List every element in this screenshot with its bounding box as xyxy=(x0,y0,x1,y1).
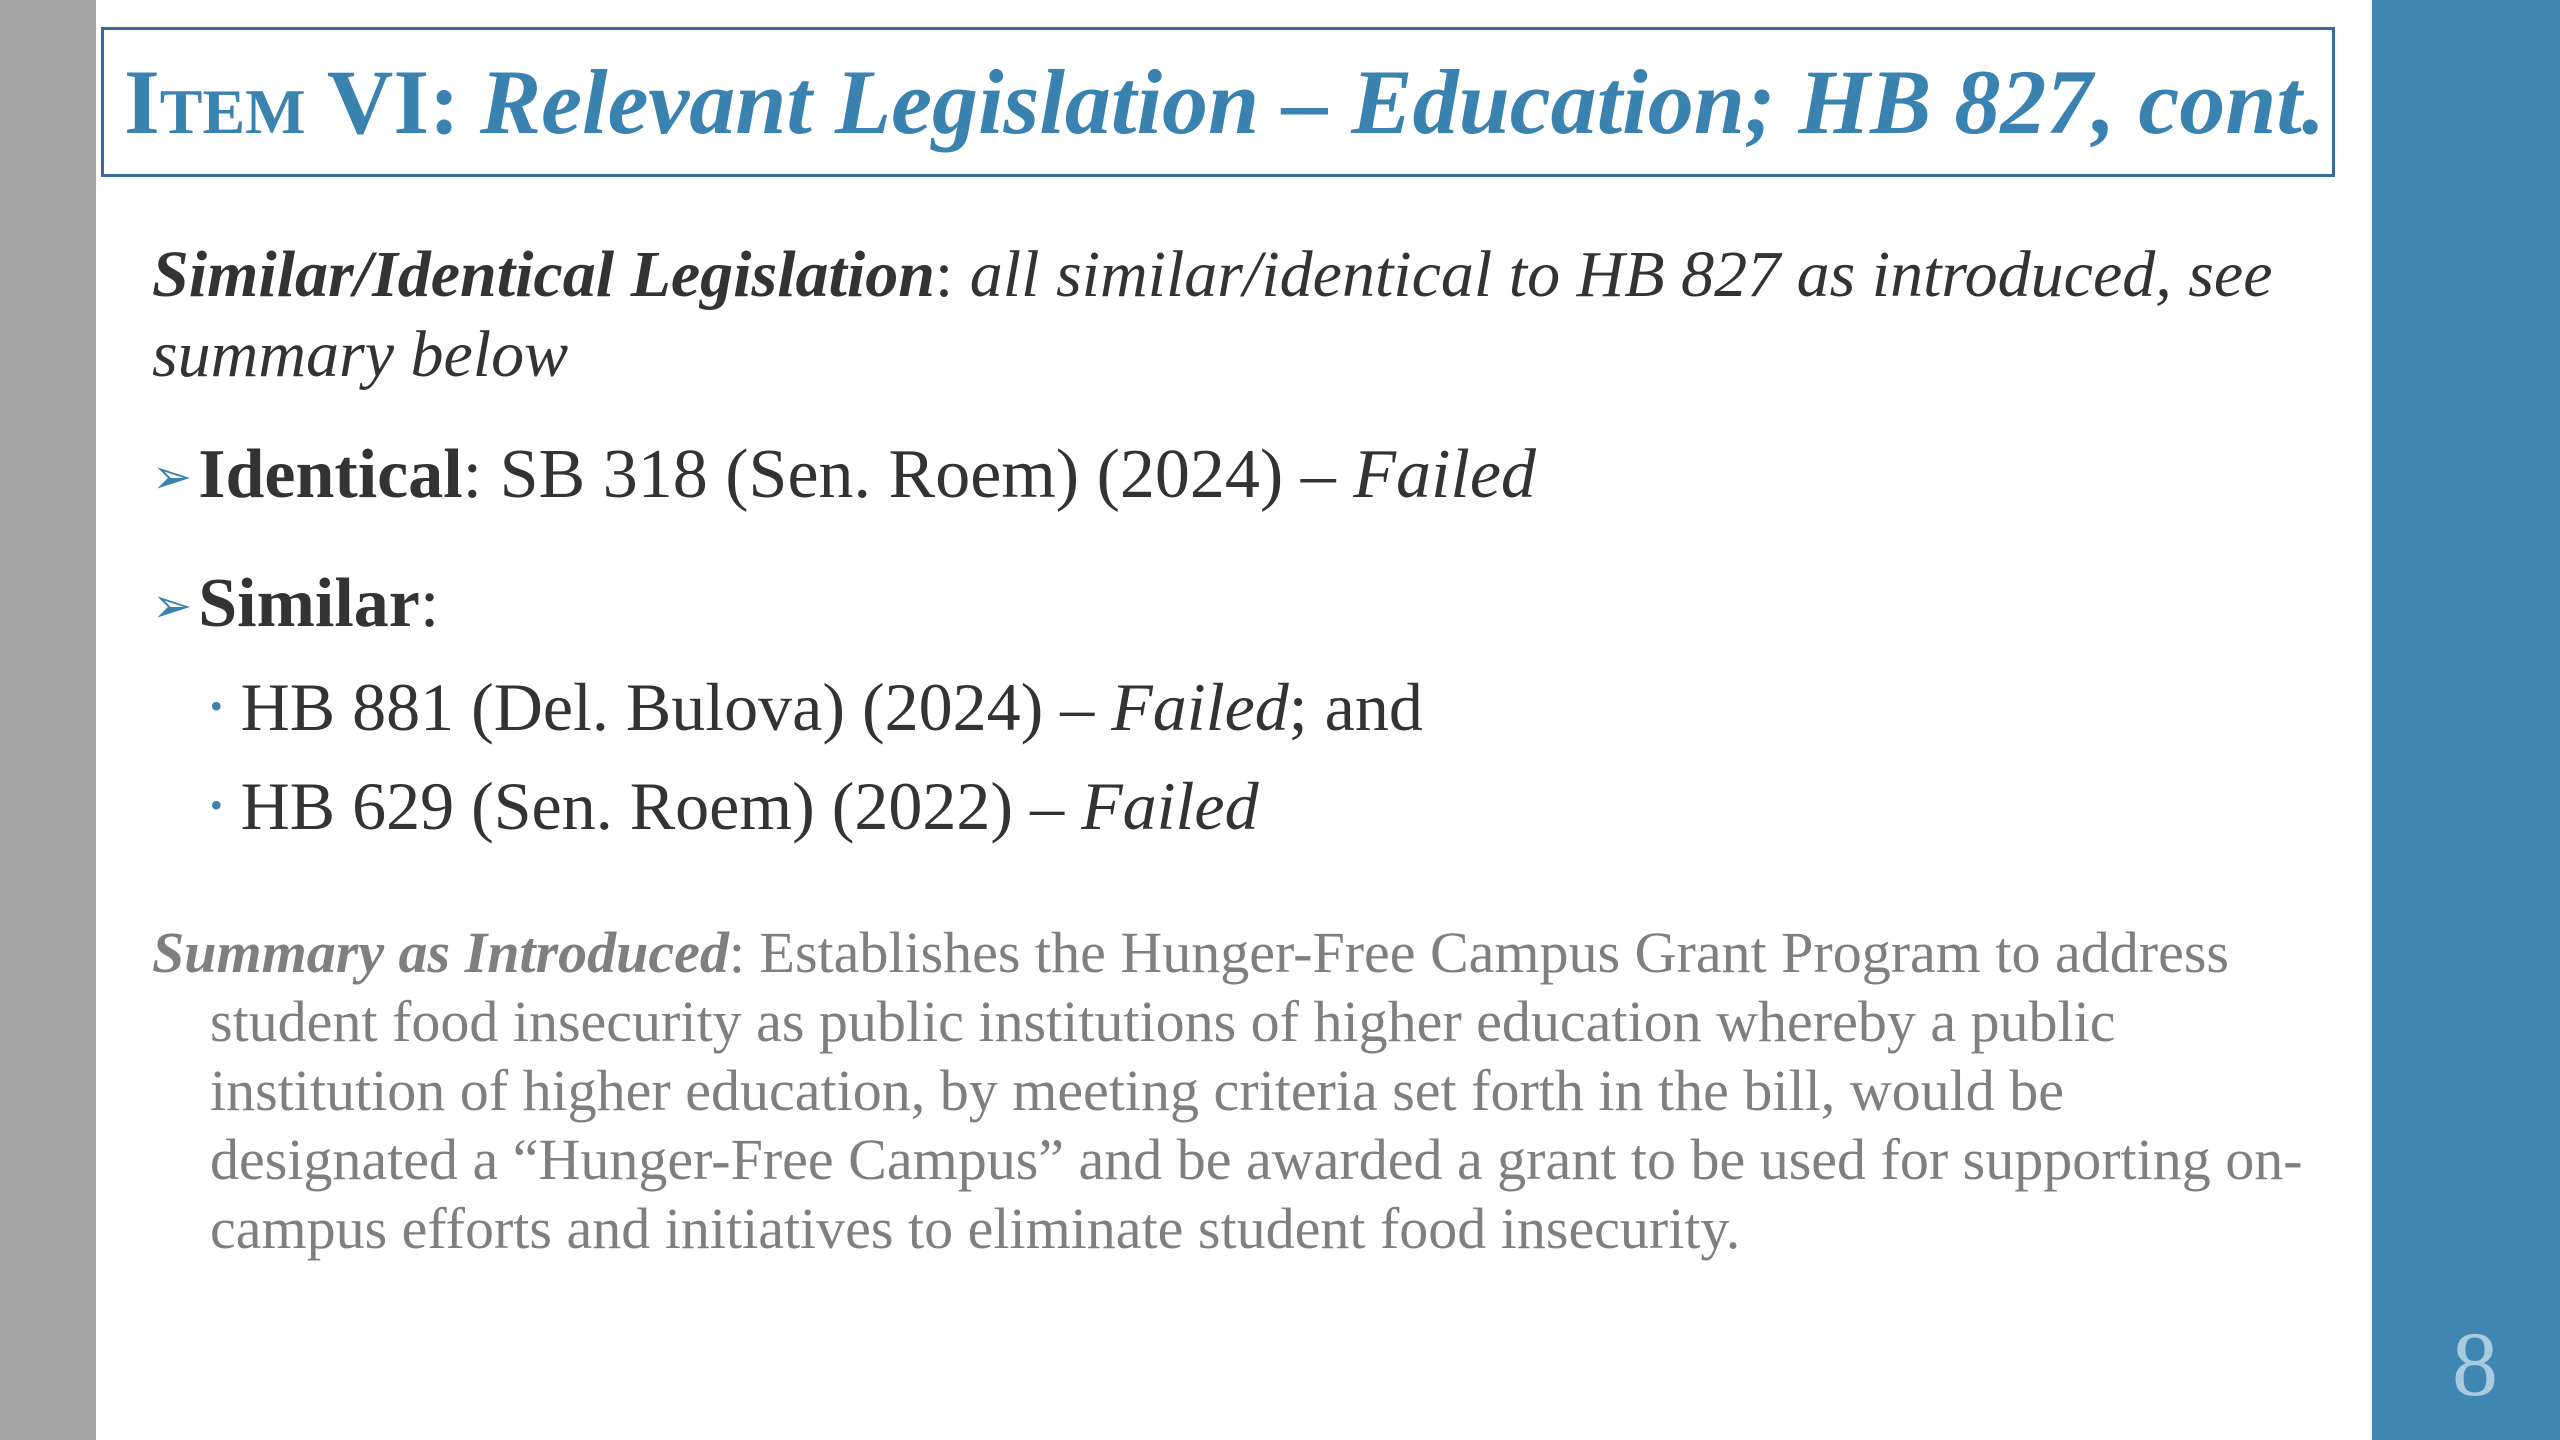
right-decor-bar xyxy=(2372,0,2560,1440)
similar-label: Similar xyxy=(198,565,420,642)
similar-item-status: Failed xyxy=(1081,768,1259,844)
similar-item-text: HB 629 (Sen. Roem) (2022) – xyxy=(240,768,1082,844)
title-item-label: Item VI: xyxy=(124,51,460,153)
identical-sep: : xyxy=(462,436,500,513)
summary-label: Summary as Introduced xyxy=(152,920,729,985)
list-item xyxy=(210,762,2312,861)
slide-content xyxy=(152,235,2312,861)
dot-bullet-icon: • xyxy=(210,686,223,726)
arrow-bullet-icon: ➢ xyxy=(152,580,193,633)
identical-status: Failed xyxy=(1353,436,1536,513)
identical-text: SB 318 (Sen. Roem) (2024) – xyxy=(499,436,1354,513)
summary-sep: : xyxy=(728,920,760,985)
title-main-text: Relevant Legislation – Education; HB 827, cont. xyxy=(479,51,2325,153)
arrow-bullet-icon: ➢ xyxy=(152,451,193,504)
similar-sub-list xyxy=(152,663,2312,861)
similar-sep: : xyxy=(419,565,440,642)
slide-title xyxy=(101,27,2335,177)
similar-item-status: Failed xyxy=(1111,669,1289,745)
intro-paragraph xyxy=(152,235,2312,395)
similar-item-text: HB 881 (Del. Bulova) (2024) – xyxy=(240,669,1112,745)
slide-number: 8 xyxy=(2452,1313,2498,1415)
identical-item xyxy=(152,433,2312,524)
left-decor-bar xyxy=(0,0,96,1440)
intro-lead: Similar/Identical Legislation xyxy=(152,238,935,311)
intro-rest: all similar/identical to HB 827 as introduced, see summary below xyxy=(152,238,2273,391)
dot-bullet-icon: • xyxy=(210,785,223,825)
similar-item-suffix: ; and xyxy=(1288,669,1423,745)
list-item xyxy=(210,663,2312,762)
summary-paragraph xyxy=(152,918,2312,1263)
identical-label: Identical xyxy=(198,436,463,513)
summary-text: Establishes the Hunger-Free Campus Grant Program to address student food insecurity as public institutions of higher education whereby a public institution of higher education, by meeting criteria set forth in the bill, would be designated a “Hunger-Free Campus” and be awarded a grant to be used for supporting on-campus efforts and initiatives to eliminate student food insecurity. xyxy=(210,920,2303,1261)
intro-sep: : xyxy=(934,238,970,311)
similar-item xyxy=(152,562,2312,653)
